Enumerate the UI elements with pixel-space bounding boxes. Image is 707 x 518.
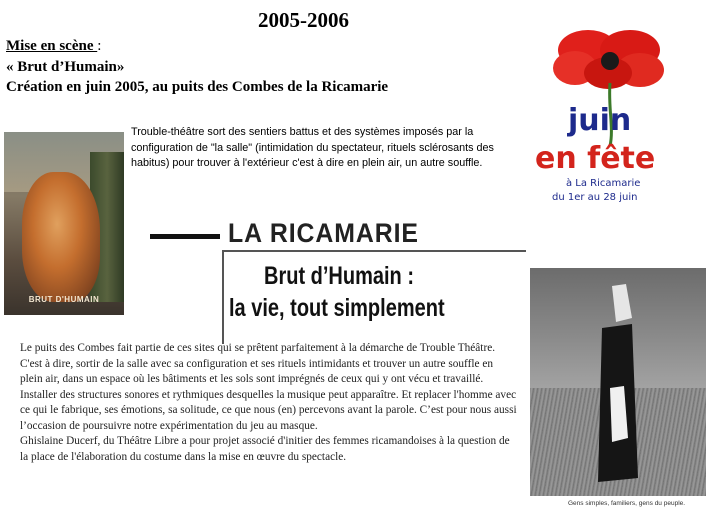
mise-en-scene-label [6,38,101,55]
newspaper-headline-1: Brut d’Humain : [264,262,414,290]
photo-caption: Gens simples, familiers, gens du peuple. [568,500,686,507]
logo-line1: juin [568,103,632,138]
figure-mask-icon [612,284,632,322]
creation-line: Création en juin 2005, au puits des Combes de la Ricamarie [6,79,389,95]
logo-line3: à La Ricamarie [566,178,641,189]
logo-line4: du 1er au 28 juin [552,192,638,203]
logo-line2: en fête [535,141,656,176]
poster-mask-face [22,172,100,302]
performer-photo [530,268,706,496]
intro-paragraph: Trouble-théâtre sort des sentiers battus et des systèmes imposés par la configuration de "la salle" (intimidation du spectateur, rituels sclérosants des habitus) pour trouver à l'extérieur c'est à dire en plein air, un autre souffle. [131,126,494,169]
poppy-logo-graphic [530,28,700,208]
article-paragraph-2: Ghislaine Ducerf, du Théâtre Libre a pour projet associé d'initier des femmes ricamandoises à la question de la place de l'élaboration du costume dans la mise en œuvre du spectacle. [20,435,510,463]
masked-figure-icon [592,278,642,488]
page-year-title: 2005-2006 [258,8,349,32]
poster-image [4,132,124,315]
poster-caption: BRUT D'HUMAIN [28,295,100,304]
mise-colon: : [97,38,102,54]
newspaper-name: LA RICAMARIE [228,218,419,248]
poppy-center-icon [601,52,619,70]
newspaper-headline-2: la vie, tout simplement [229,294,445,322]
mise-label-text: Mise en scène [6,38,98,54]
show-title: « Brut d’Humain» [6,59,125,75]
juin-en-fete-logo [530,28,700,208]
article-body [20,341,518,465]
newspaper-rule-left [150,234,220,239]
article-paragraph-1: Le puits des Combes fait partie de ces sites qui se prêtent parfaitement à la démarche de Trouble Théâtre. C'est à dire, sortir de la salle avec sa configuration et ses rituels intimidants et trouver un autre souffle en plein air, dans un espace où les bâtiments et les sols sont imprégnés de ceux qui y ont vécu et travaillé. Installer des structures sonores et rythmiques desquelles la musique peut apparaître. Et replacer l'homme avec ce qui le fabrique, ses émotions, sa solitude, ce que nous (en) percevons avant la parole. C’est pour nous aussi l’occasion de poursuivre notre expérimentation du jeu au masque. [20,342,517,432]
